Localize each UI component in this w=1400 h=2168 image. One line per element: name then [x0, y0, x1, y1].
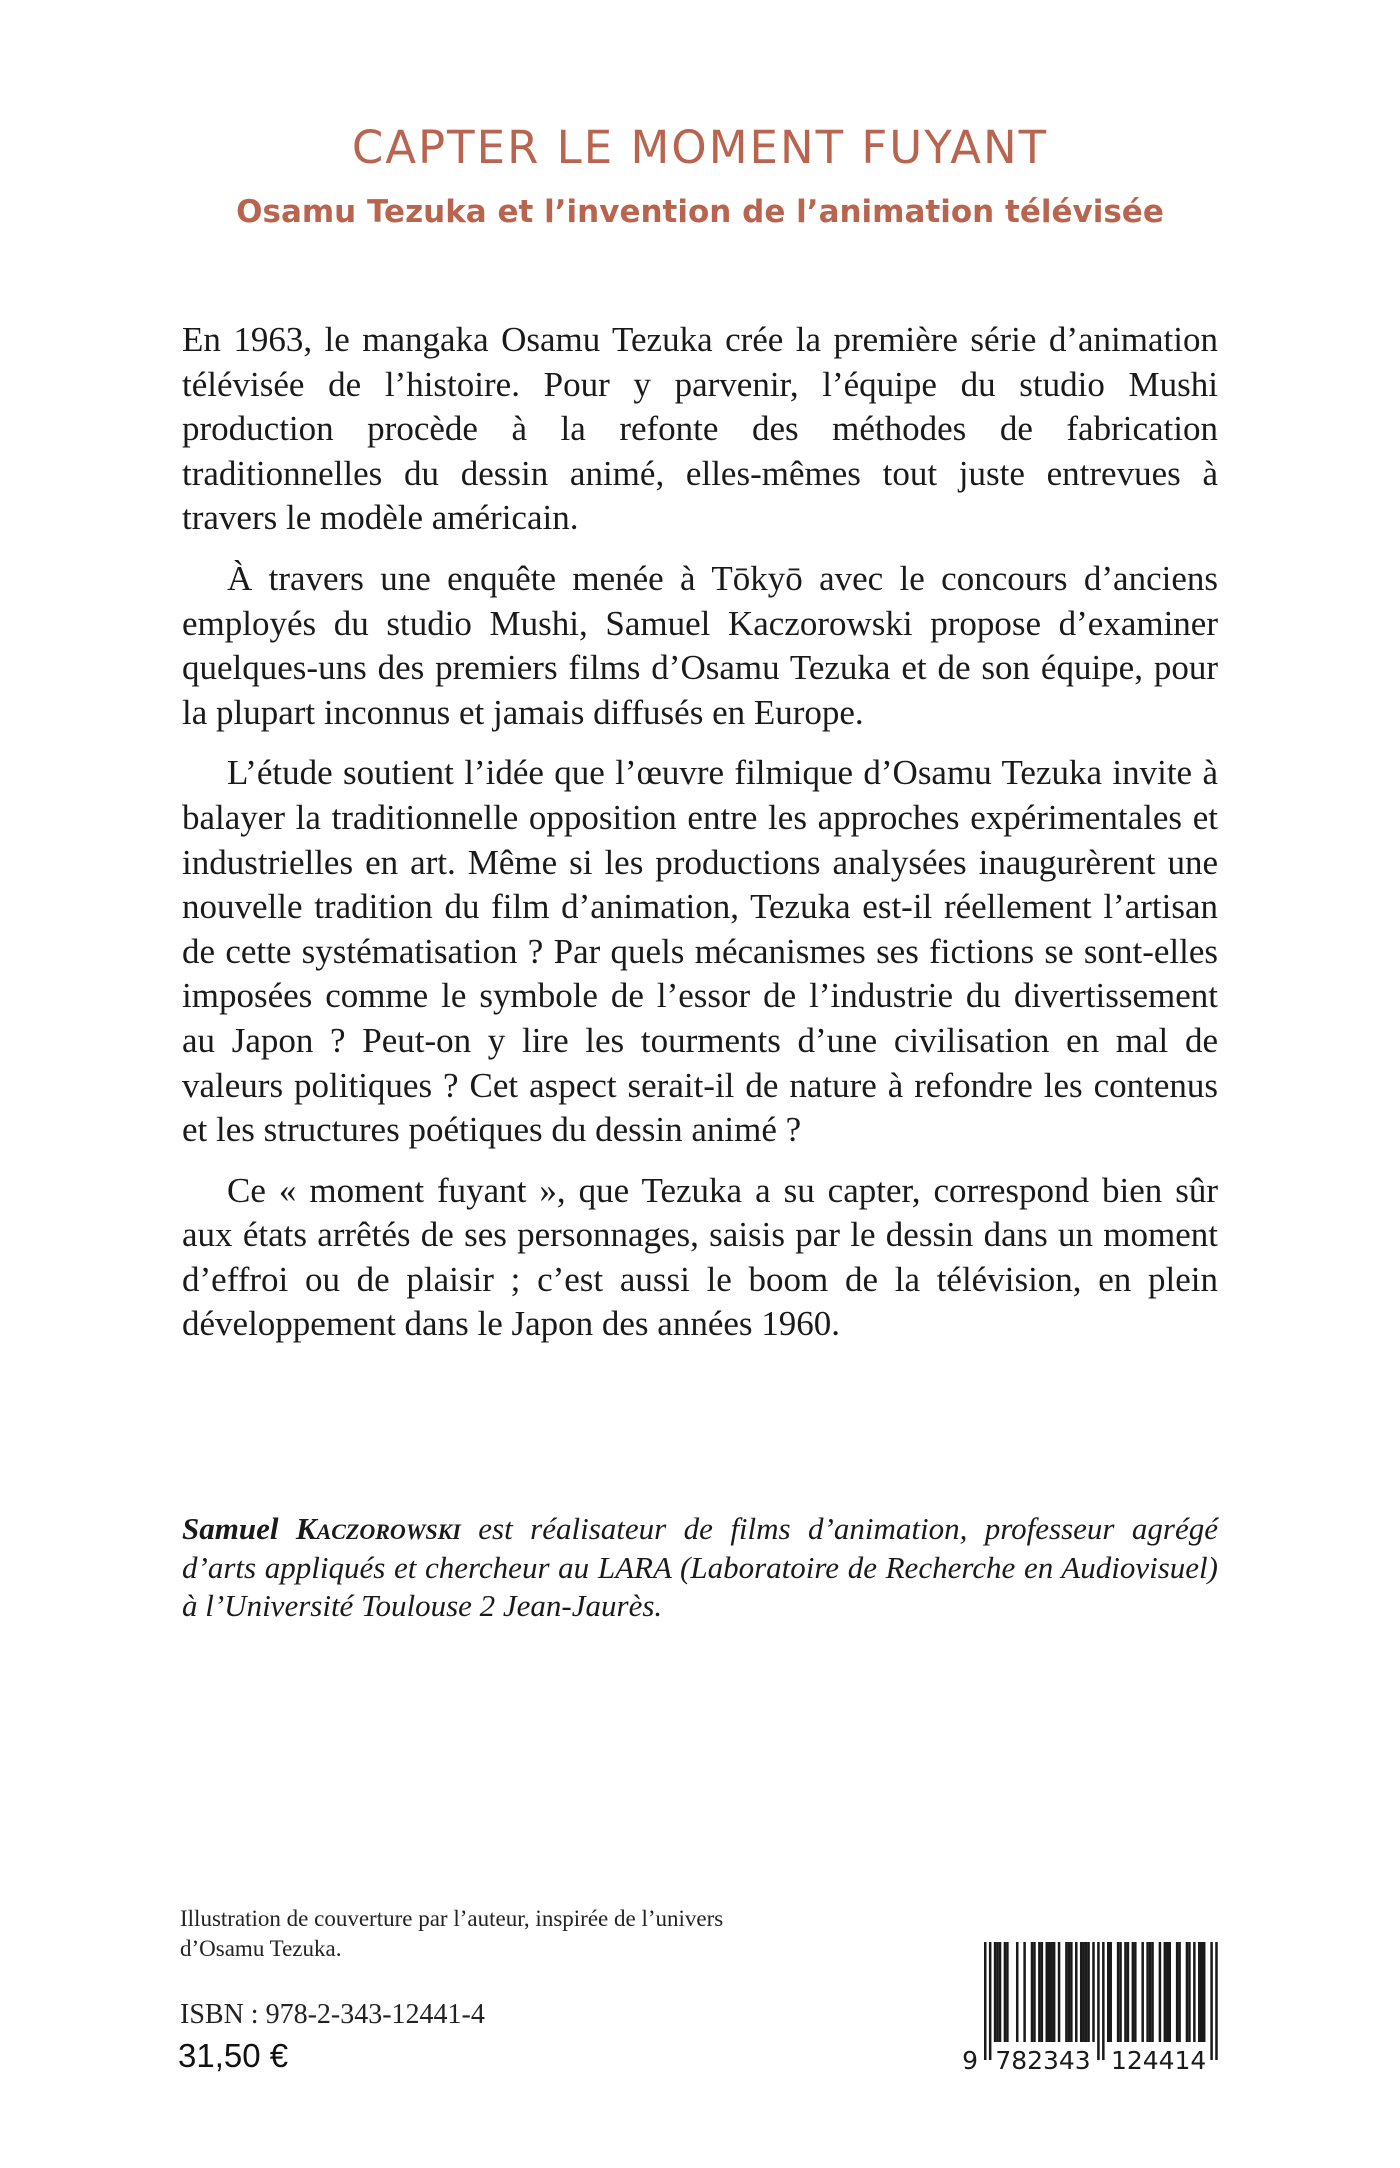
barcode-bar: [1006, 1942, 1009, 2042]
barcode-bar: [1087, 1942, 1090, 2042]
barcode-bar: [1198, 1942, 1201, 2042]
barcode-bar: [1117, 1942, 1120, 2042]
barcode-bar: [1031, 1942, 1034, 2042]
summary-paragraph: Ce « moment fuyant », que Tezuka a su capter, correspond bien sûr aux états arrêtés de ses personnages, saisis par le dessin dans un moment d’effroi ou de plaisir ; c’est aussi le boom de la télévision, en plein développement dans le Japon des années 1960.: [182, 1170, 1218, 1344]
barcode-bar: [1169, 1942, 1172, 2042]
author-last-name: Kaczorowski: [295, 1511, 461, 1546]
barcode-digits: 9: [962, 2046, 978, 2075]
barcode-bar: [1124, 1942, 1127, 2042]
barcode-bar: [999, 1942, 1002, 2042]
barcode-bar: [1159, 1942, 1162, 2042]
summary-paragraph: En 1963, le mangaka Osamu Tezuka crée la première série d’animation télévisée de l’histoire. Pour y parvenir, l’équipe du studio Mushi production procède à la refonte des méthodes de fabrication traditionnelles du dessin animé, elles-mêmes tout juste entrevues à travers le modèle américain.: [182, 320, 1218, 538]
barcode-digits: 124414: [1111, 2046, 1207, 2075]
isbn: ISBN : 978-2-343-12441-4: [180, 1999, 485, 2030]
barcode-bar: [1048, 1942, 1051, 2042]
book-subtitle: Osamu Tezuka et l’invention de l’animation télévisée: [236, 194, 1164, 230]
author-bio: [182, 1510, 1218, 1626]
barcode-bar: [1082, 1942, 1085, 2042]
barcode-bar: [1080, 1942, 1083, 2042]
barcode-bar: [1119, 1942, 1122, 2042]
barcode-bar: [1164, 1942, 1167, 2042]
barcode-bar: [1132, 1942, 1135, 2042]
barcode-bar: [1178, 1942, 1181, 2042]
barcode-bar: [989, 1942, 992, 2060]
price: 31,50 €: [178, 2037, 289, 2074]
barcode-bar: [1166, 1942, 1169, 2042]
barcode-digits: 782343: [995, 2046, 1091, 2075]
summary-paragraph: À travers une enquête menée à Tōkyō avec le concours d’anciens employés du studio Mushi, Samuel Kaczorowski propose d’examiner quelques-uns des premiers films d’Osamu Tezuka et de son équipe, pour la plupart inconnus et jamais diffusés en Europe.: [182, 558, 1218, 732]
barcode-bar: [1149, 1942, 1152, 2042]
barcode-bar: [1200, 1942, 1203, 2042]
barcode-bar: [1102, 1942, 1105, 2060]
barcode-bar: [984, 1942, 987, 2060]
barcode-bar: [1085, 1942, 1088, 2042]
barcode-bar: [1041, 1942, 1044, 2042]
barcode-bar: [1016, 1942, 1019, 2042]
barcode-bar: [1127, 1942, 1130, 2042]
barcode-bar: [1134, 1942, 1137, 2042]
barcode-bar: [994, 1942, 997, 2042]
author-bio-text: est réalisateur de films d’animation, professeur agrégé d’arts appliqués et chercheur au LARA (Laboratoire de Recherche en Audiovisuel) à l’Université Toulouse 2 Jean-Jaurès.: [182, 1511, 1219, 1623]
barcode-bar: [996, 1942, 999, 2042]
summary: [182, 318, 1218, 1347]
barcode-bar: [1053, 1942, 1056, 2042]
barcode-bar: [1193, 1942, 1196, 2042]
author-name: [182, 1511, 461, 1546]
ean13-barcode: [962, 1938, 1224, 2080]
barcode-bar: [1068, 1942, 1071, 2042]
barcode-bar: [1023, 1942, 1026, 2042]
book-title: CAPTER LE MOMENT FUYANT: [351, 121, 1049, 174]
barcode-bar: [1146, 1942, 1149, 2042]
barcode-bar: [1038, 1942, 1041, 2042]
barcode-bar: [1075, 1942, 1078, 2042]
barcode-bar: [1046, 1942, 1049, 2042]
barcode-bar: [1176, 1942, 1179, 2042]
barcode-bar: [1107, 1942, 1110, 2042]
barcode-bar: [1004, 1942, 1007, 2042]
barcode-bar: [1188, 1942, 1191, 2042]
author-first-name: Samuel: [182, 1511, 279, 1546]
cover-credit: Illustration de couverture par l’auteur, inspirée de l’univers d’Osamu Tezuka.: [180, 1906, 724, 1961]
barcode-bar: [1058, 1942, 1061, 2042]
barcode-bar: [1215, 1942, 1218, 2060]
barcode-bar: [1070, 1942, 1073, 2042]
barcode-bar: [1109, 1942, 1112, 2042]
summary-paragraph: L’étude soutient l’idée que l’œuvre filmique d’Osamu Tezuka invite à balayer la traditionnelle opposition entre les approches expérimentales et industrielles en art. Même si les productions analysées inaugurèrent une nouvelle tradition du film d’animation, Tezuka est-il réellement l’artisan de cette systématisation ? Par quels mécanismes ses fictions se sont-elles imposées comme le symbole de l’essor de l’industrie du divertissement au Japon ? Peut-on y lire les tourments d’une civilisation en mal de valeurs politiques ? Cet aspect serait-il de nature à refondre les contenus et les structures poétiques du dessin animé ?: [182, 753, 1218, 1150]
barcode-bar: [1151, 1942, 1154, 2042]
barcode-bar: [1033, 1942, 1036, 2042]
barcode-bar: [1203, 1942, 1206, 2042]
barcode-bar: [1065, 1942, 1068, 2042]
barcode-bar: [1141, 1942, 1144, 2042]
barcode-bar: [1186, 1942, 1189, 2042]
barcode-bar: [1092, 1942, 1095, 2042]
barcode-icon: [962, 1938, 1224, 2080]
barcode-bar: [1097, 1942, 1100, 2060]
barcode-bar: [1050, 1942, 1053, 2042]
barcode-bar: [1210, 1942, 1213, 2060]
